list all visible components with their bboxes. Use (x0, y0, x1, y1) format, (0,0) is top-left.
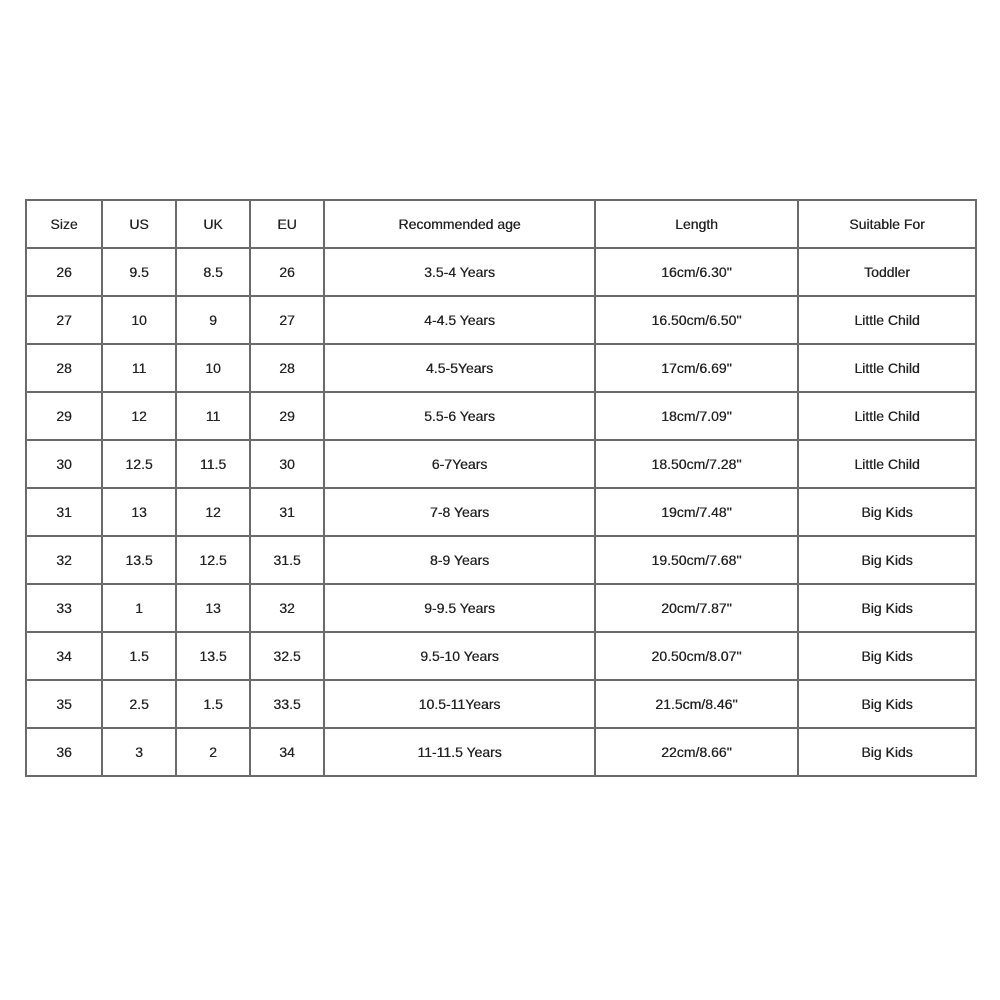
length-cell: 16cm/6.30'' (595, 248, 798, 296)
size-cell: 32 (26, 536, 102, 584)
length-cell: 18cm/7.09'' (595, 392, 798, 440)
recommended-age-cell: 6-7Years (324, 440, 595, 488)
suitable-for-cell: Big Kids (798, 728, 976, 776)
us-cell: 12.5 (102, 440, 176, 488)
length-cell: 19.50cm/7.68'' (595, 536, 798, 584)
table-row (26, 584, 976, 632)
table-row (26, 536, 976, 584)
eu-cell: 31 (250, 488, 324, 536)
table-row (26, 728, 976, 776)
recommended-age-cell: 8-9 Years (324, 536, 595, 584)
uk-cell: 13 (176, 584, 250, 632)
eu-cell: 33.5 (250, 680, 324, 728)
uk-cell: 13.5 (176, 632, 250, 680)
us-cell: 1 (102, 584, 176, 632)
size-cell: 35 (26, 680, 102, 728)
table-row (26, 680, 976, 728)
size-cell: 36 (26, 728, 102, 776)
suitable-for-cell: Big Kids (798, 488, 976, 536)
suitable-for-cell: Little Child (798, 296, 976, 344)
header-uk: UK (176, 200, 250, 248)
length-cell: 20.50cm/8.07'' (595, 632, 798, 680)
table-row (26, 632, 976, 680)
eu-cell: 31.5 (250, 536, 324, 584)
header-us: US (102, 200, 176, 248)
eu-cell: 26 (250, 248, 324, 296)
uk-cell: 12 (176, 488, 250, 536)
header-eu: EU (250, 200, 324, 248)
eu-cell: 32.5 (250, 632, 324, 680)
eu-cell: 27 (250, 296, 324, 344)
eu-cell: 30 (250, 440, 324, 488)
size-chart-table (25, 199, 977, 777)
us-cell: 12 (102, 392, 176, 440)
table-body (26, 248, 976, 776)
eu-cell: 32 (250, 584, 324, 632)
size-cell: 34 (26, 632, 102, 680)
suitable-for-cell: Big Kids (798, 680, 976, 728)
length-cell: 16.50cm/6.50'' (595, 296, 798, 344)
suitable-for-cell: Big Kids (798, 584, 976, 632)
us-cell: 9.5 (102, 248, 176, 296)
suitable-for-cell: Little Child (798, 344, 976, 392)
suitable-for-cell: Big Kids (798, 536, 976, 584)
table-row (26, 344, 976, 392)
recommended-age-cell: 9.5-10 Years (324, 632, 595, 680)
size-cell: 30 (26, 440, 102, 488)
header-size: Size (26, 200, 102, 248)
suitable-for-cell: Big Kids (798, 632, 976, 680)
header-length: Length (595, 200, 798, 248)
table-row (26, 392, 976, 440)
table-row (26, 440, 976, 488)
header-suitable-for: Suitable For (798, 200, 976, 248)
length-cell: 20cm/7.87'' (595, 584, 798, 632)
size-cell: 29 (26, 392, 102, 440)
uk-cell: 2 (176, 728, 250, 776)
header-recommended-age: Recommended age (324, 200, 595, 248)
uk-cell: 12.5 (176, 536, 250, 584)
length-cell: 19cm/7.48'' (595, 488, 798, 536)
eu-cell: 29 (250, 392, 324, 440)
length-cell: 17cm/6.69'' (595, 344, 798, 392)
us-cell: 13 (102, 488, 176, 536)
length-cell: 22cm/8.66'' (595, 728, 798, 776)
us-cell: 10 (102, 296, 176, 344)
eu-cell: 34 (250, 728, 324, 776)
suitable-for-cell: Toddler (798, 248, 976, 296)
uk-cell: 10 (176, 344, 250, 392)
length-cell: 21.5cm/8.46'' (595, 680, 798, 728)
uk-cell: 9 (176, 296, 250, 344)
eu-cell: 28 (250, 344, 324, 392)
recommended-age-cell: 9-9.5 Years (324, 584, 595, 632)
recommended-age-cell: 7-8 Years (324, 488, 595, 536)
table-row (26, 248, 976, 296)
recommended-age-cell: 4-4.5 Years (324, 296, 595, 344)
size-cell: 26 (26, 248, 102, 296)
recommended-age-cell: 5.5-6 Years (324, 392, 595, 440)
recommended-age-cell: 10.5-11Years (324, 680, 595, 728)
us-cell: 2.5 (102, 680, 176, 728)
size-cell: 27 (26, 296, 102, 344)
recommended-age-cell: 4.5-5Years (324, 344, 595, 392)
length-cell: 18.50cm/7.28'' (595, 440, 798, 488)
us-cell: 11 (102, 344, 176, 392)
recommended-age-cell: 3.5-4 Years (324, 248, 595, 296)
uk-cell: 11.5 (176, 440, 250, 488)
recommended-age-cell: 11-11.5 Years (324, 728, 595, 776)
us-cell: 13.5 (102, 536, 176, 584)
suitable-for-cell: Little Child (798, 440, 976, 488)
table-row (26, 488, 976, 536)
us-cell: 3 (102, 728, 176, 776)
us-cell: 1.5 (102, 632, 176, 680)
size-cell: 31 (26, 488, 102, 536)
uk-cell: 1.5 (176, 680, 250, 728)
suitable-for-cell: Little Child (798, 392, 976, 440)
uk-cell: 8.5 (176, 248, 250, 296)
uk-cell: 11 (176, 392, 250, 440)
size-cell: 28 (26, 344, 102, 392)
header-row (26, 200, 976, 248)
table-row (26, 296, 976, 344)
size-cell: 33 (26, 584, 102, 632)
